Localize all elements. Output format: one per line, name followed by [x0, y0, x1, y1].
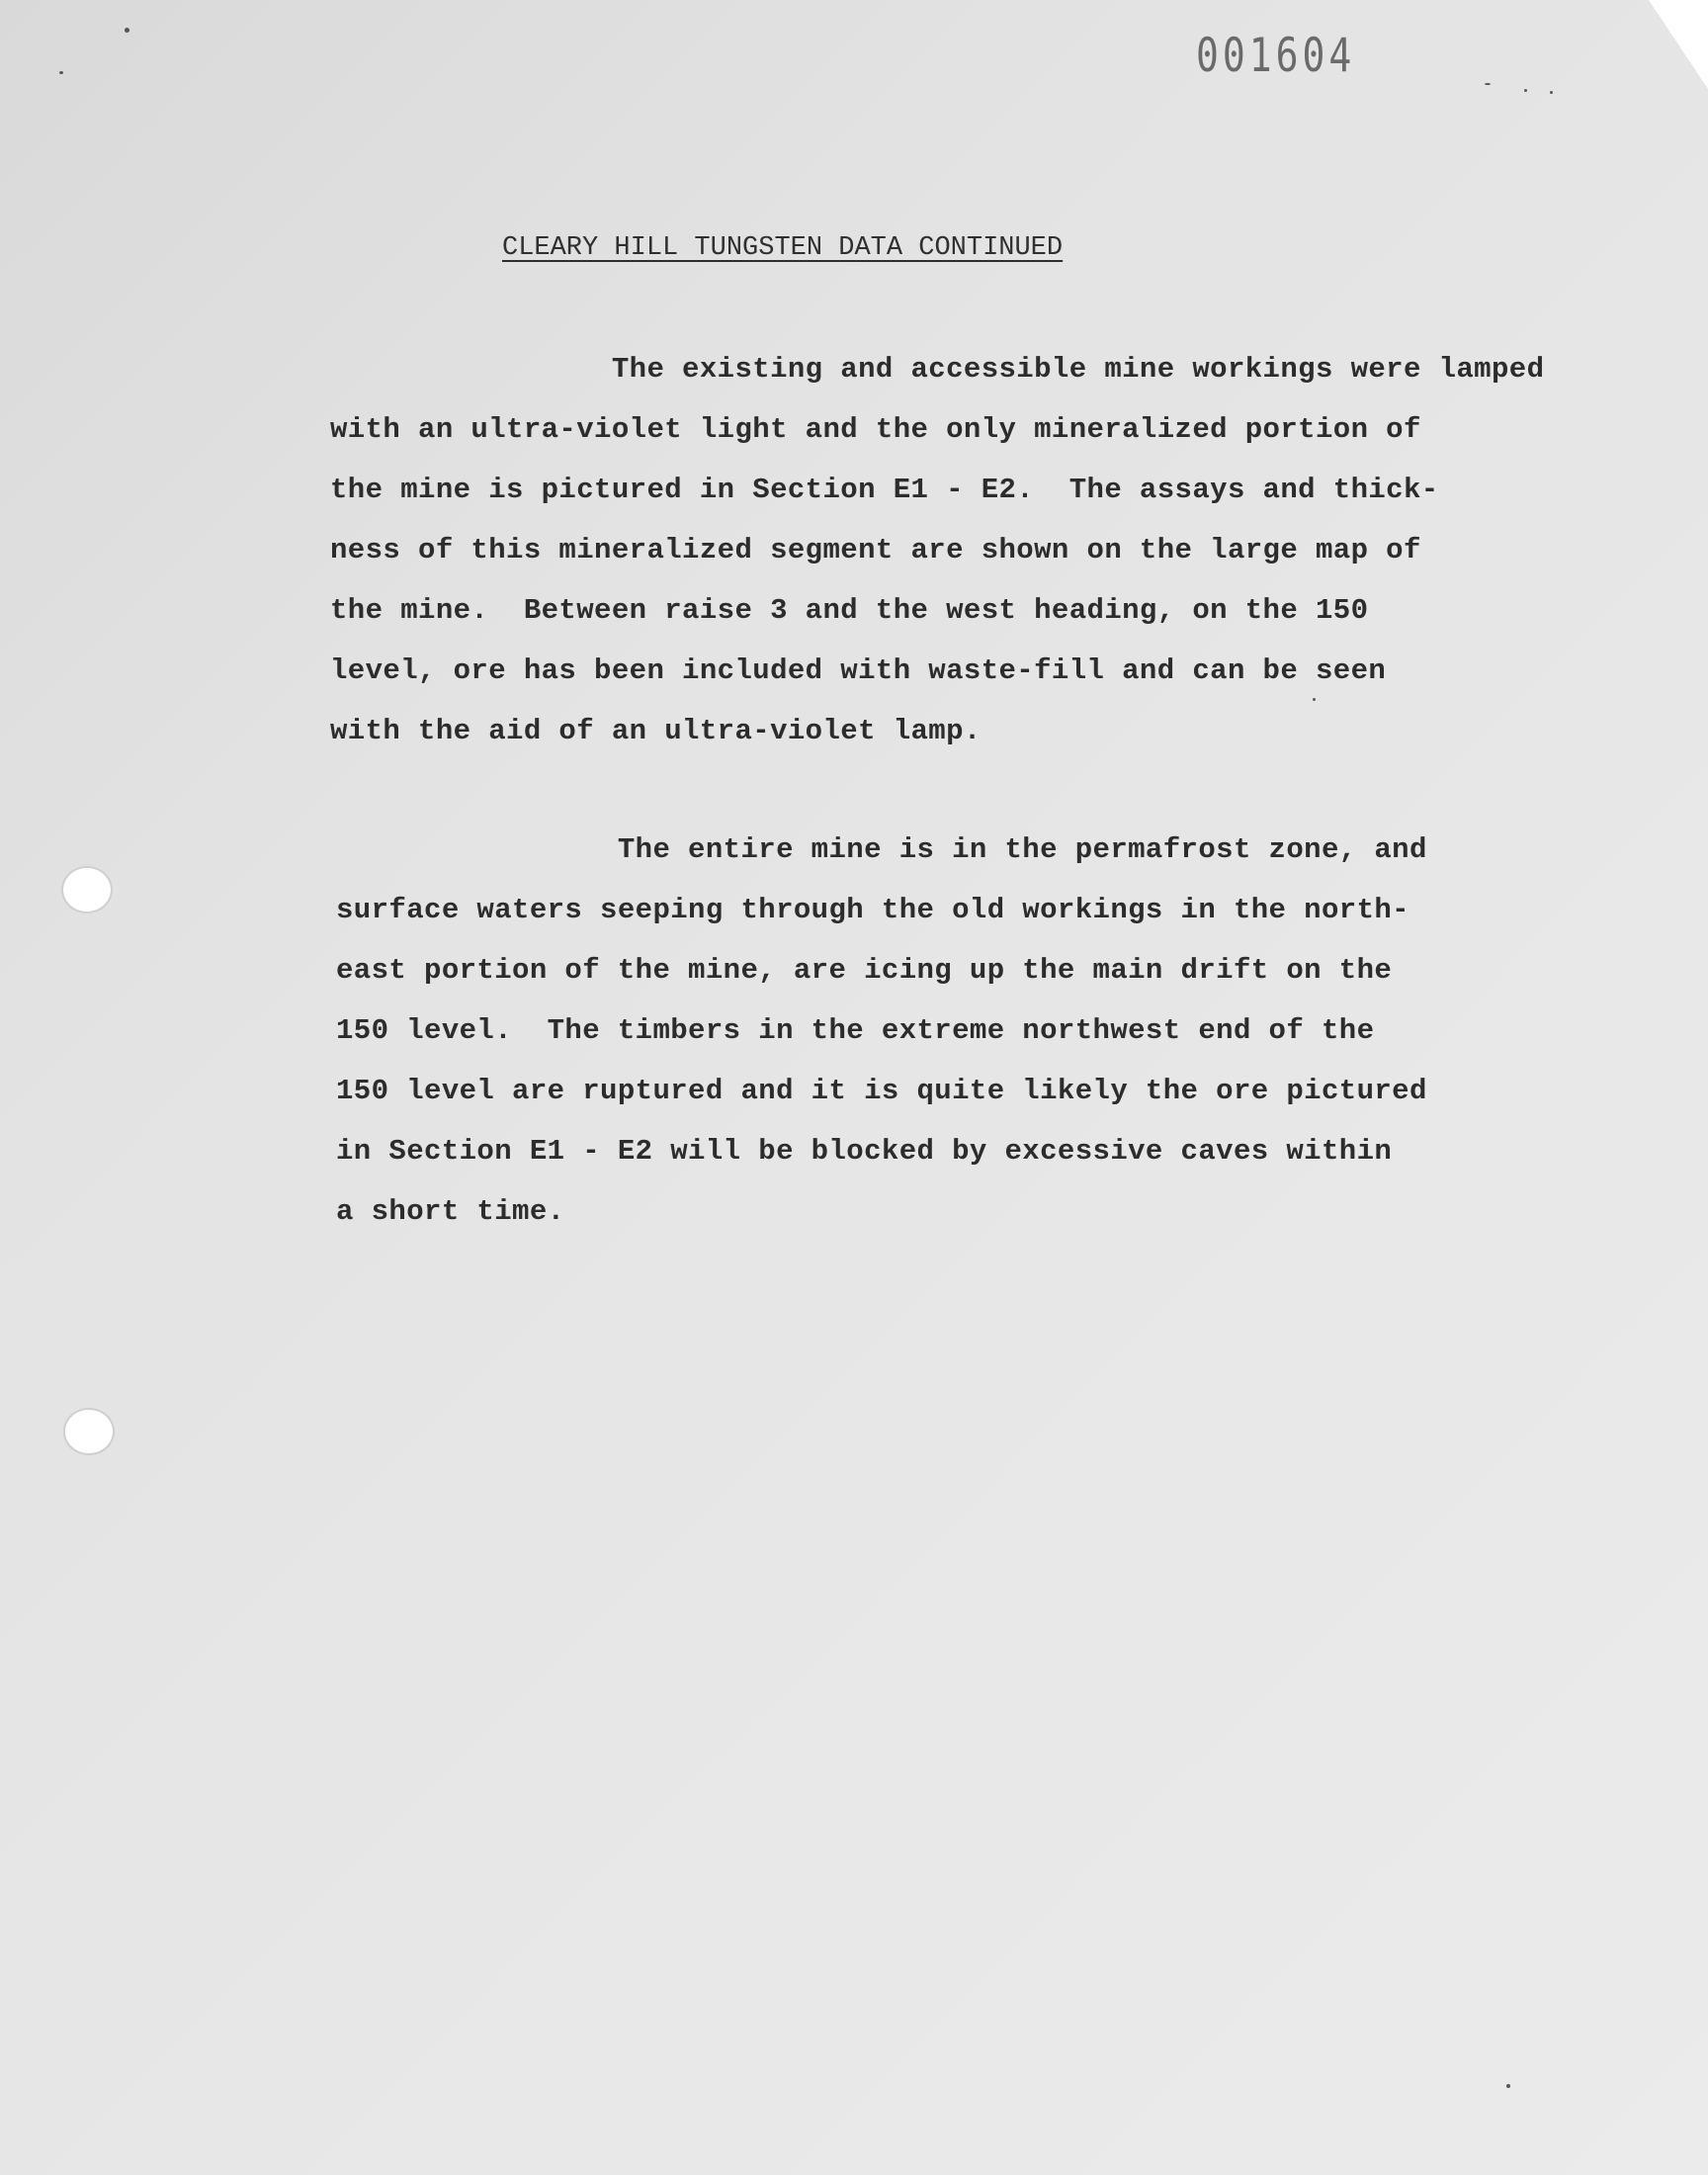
- text-line: The entire mine is in the permafrost zone, and: [336, 833, 1427, 866]
- text-line: east portion of the mine, are icing up the main drift on the: [336, 954, 1393, 987]
- text-line: the mine is pictured in Section E1 - E2. The assays and thick-: [330, 474, 1439, 506]
- paragraph-1: [330, 339, 1544, 761]
- text-line: ness of this mineralized segment are shown on the large map of: [330, 534, 1421, 566]
- text-line: a short time.: [336, 1195, 565, 1228]
- document-number: 001604: [1196, 28, 1356, 82]
- text-line: the mine. Between raise 3 and the west heading, on the 150: [330, 594, 1369, 627]
- page-corner: [1649, 0, 1708, 89]
- text-line: level, ore has been included with waste-fill and can be seen: [330, 654, 1387, 687]
- text-line: in Section E1 - E2 will be blocked by excessive caves within: [336, 1135, 1393, 1168]
- punch-hole-bottom: [63, 1408, 115, 1455]
- text-line: The existing and accessible mine workings were lamped: [330, 353, 1545, 386]
- page-title: CLEARY HILL TUNGSTEN DATA CONTINUED: [502, 233, 1064, 263]
- text-line: 150 level are ruptured and it is quite likely the ore pictured: [336, 1075, 1427, 1107]
- text-line: with an ultra-violet light and the only mineralized portion of: [330, 413, 1421, 446]
- paragraph-2: [336, 820, 1427, 1242]
- text-line: surface waters seeping through the old workings in the north-: [336, 894, 1409, 926]
- text-line: with the aid of an ultra-violet lamp.: [330, 715, 982, 747]
- punch-hole-top: [61, 866, 113, 914]
- text-line: 150 level. The timbers in the extreme northwest end of the: [336, 1014, 1375, 1047]
